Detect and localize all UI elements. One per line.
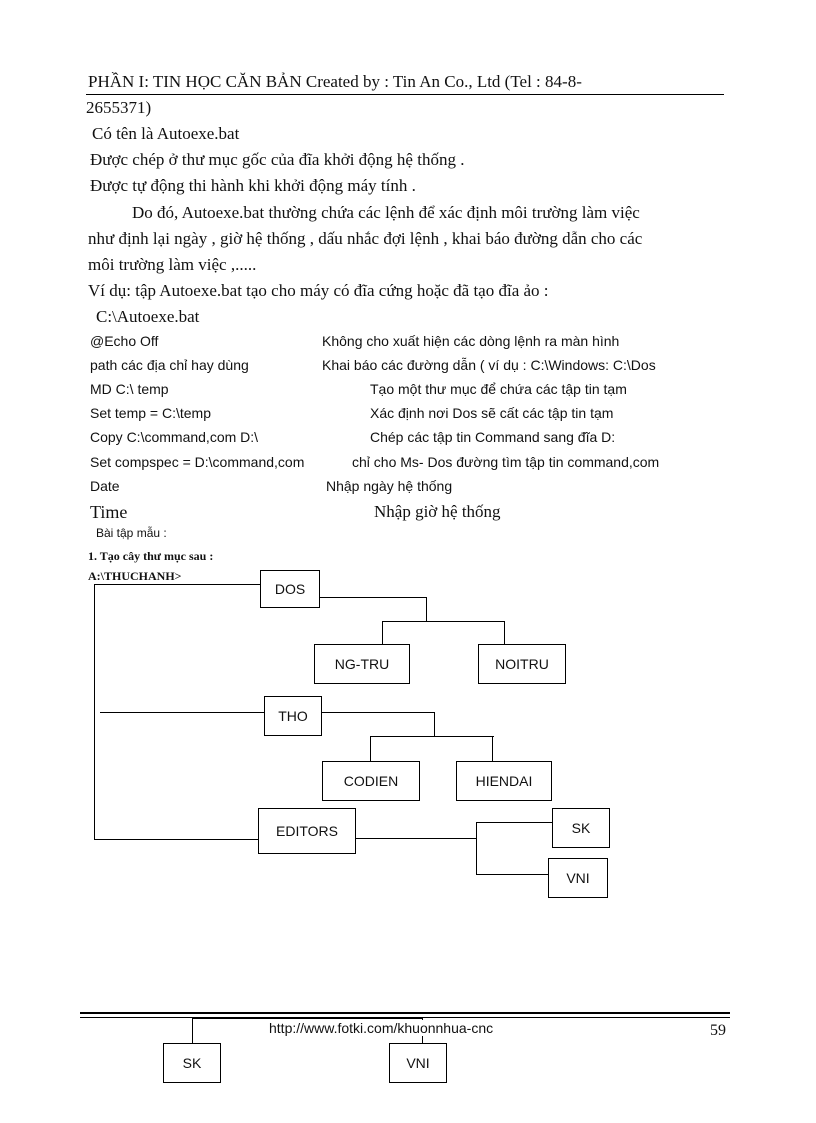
tree-node-dos: DOS (260, 570, 320, 608)
tree-node-editors: EDITORS (258, 808, 356, 854)
tree-node-codien: CODIEN (322, 761, 420, 801)
header-underline (86, 94, 724, 95)
intro-para2: như định lại ngày , giờ hệ thống , dấu nhắc đợi lệnh , khai báo đường dẫn cho các (88, 229, 643, 248)
desc-6: Nhập ngày hệ thống (326, 478, 453, 494)
footer-sk-line (192, 1018, 193, 1044)
ngtru-drop-line (382, 621, 383, 645)
tree-node-vni: VNI (548, 858, 608, 898)
editors-out-line (356, 838, 476, 839)
cmd-2: MD C:\ temp (90, 381, 169, 397)
tree-link-editors (94, 839, 260, 840)
exercise-root: A:\THUCHANH> (88, 569, 182, 583)
desc-2: Tạo một thư mục để chứa các tập tin tạm (370, 381, 627, 397)
exercise-label: Bài tập mẫu : (96, 526, 167, 540)
tree-link-tho (100, 712, 264, 713)
cmd-6: Date (90, 478, 120, 494)
editors-branch-line (476, 822, 477, 874)
tree-node-tho: THO (264, 696, 322, 736)
footer-url[interactable]: http://www.fotki.com/khuonnhua-cnc (269, 1020, 494, 1036)
footer-rule-top (80, 1012, 730, 1014)
desc-0: Không cho xuất hiện các dòng lệnh ra màn hình (322, 333, 620, 349)
intro-path: C:\Autoexe.bat (96, 307, 200, 326)
tree-link-dos (94, 584, 260, 585)
desc-7: Nhập giờ hệ thống (374, 502, 501, 521)
codien-drop-line (370, 736, 371, 762)
dos-out-line (320, 597, 426, 598)
tree-root-line (94, 584, 95, 839)
intro-line1: Có tên là Autoexe.bat (92, 124, 240, 143)
tree-node-sk: SK (552, 808, 610, 848)
cmd-7: Time (90, 502, 128, 522)
tho-branch-line (370, 736, 494, 737)
cmd-3: Set temp = C:\temp (90, 405, 211, 421)
desc-5: chỉ cho Ms- Dos đường tìm tập tin command,com (352, 454, 660, 470)
dos-branch-line (382, 621, 504, 622)
desc-3: Xác định nơi Dos sẽ cất các tập tin tạm (370, 405, 614, 421)
page-number: 59 (710, 1022, 726, 1039)
intro-line2: Được chép ở thư mục gốc của đĩa khởi động hệ thống . (90, 150, 465, 169)
hiendai-drop-line (492, 736, 493, 762)
footer-link-line (192, 1018, 422, 1019)
cmd-0: @Echo Off (90, 333, 159, 349)
intro-para3: môi trường làm việc ,..... (88, 255, 257, 274)
tree-node-noitru: NOITRU (478, 644, 566, 684)
cmd-4: Copy C:\command,com D:\ (90, 429, 259, 445)
tho-drop-line (434, 712, 435, 736)
intro-example: Ví dụ: tập Autoexe.bat tạo cho máy có đĩa cứng hoặc đã tạo đĩa ảo : (88, 281, 549, 300)
footer-node-vni: VNI (389, 1043, 447, 1083)
sk-link-line (476, 822, 552, 823)
header-title-line2: 2655371) (86, 98, 152, 117)
tree-node-hiendai: HIENDAI (456, 761, 552, 801)
exercise-task: 1. Tạo cây thư mục sau : (88, 549, 214, 563)
noitru-drop-line (504, 621, 505, 645)
cmd-5: Set compspec = D:\command,com (90, 454, 305, 470)
footer-node-sk: SK (163, 1043, 221, 1083)
tho-out-line (322, 712, 434, 713)
cmd-1: path các địa chỉ hay dùng (90, 357, 249, 373)
vni-link-line (476, 874, 548, 875)
dos-drop-line (426, 597, 427, 621)
intro-para1: Do đó, Autoexe.bat thường chứa các lệnh để xác định môi trường làm việc (132, 203, 640, 222)
desc-4: Chép các tập tin Command sang đĩa D: (370, 429, 616, 445)
desc-1: Khai báo các đường dẫn ( ví dụ : C:\Windows: C:\Dos (322, 357, 656, 373)
header-title-line1: PHẦN I: TIN HỌC CĂN BẢN Created by : Tin An Co., Ltd (Tel : 84-8- (88, 72, 582, 91)
intro-line3: Được tự động thi hành khi khởi động máy tính . (90, 176, 416, 195)
tree-node-ngtru: NG-TRU (314, 644, 410, 684)
